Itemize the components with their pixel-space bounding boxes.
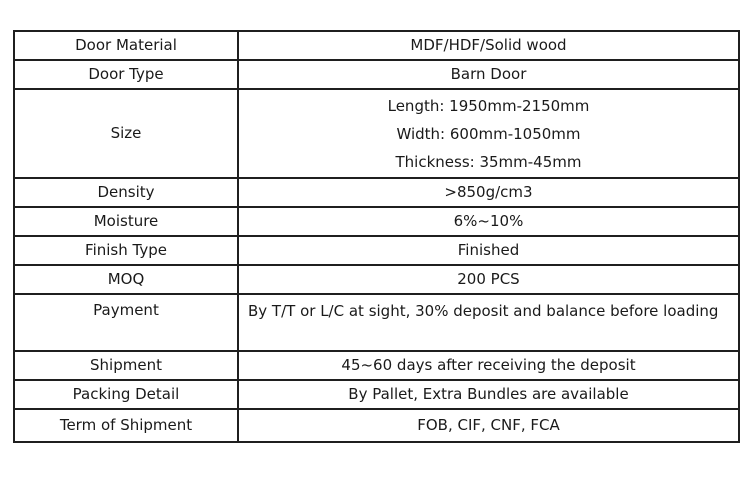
row-value-density: >850g/cm3 xyxy=(238,178,739,207)
row-value-size xyxy=(238,89,739,178)
row-label-packing-detail: Packing Detail xyxy=(14,380,238,409)
table-row-term-of-shipment xyxy=(14,409,739,442)
row-value-shipment: 45~60 days after receiving the deposit xyxy=(238,351,739,380)
product-spec-table xyxy=(13,30,740,443)
table-row-packing-detail xyxy=(14,380,739,409)
table-row-moq xyxy=(14,265,739,294)
table-row-moisture xyxy=(14,207,739,236)
table-row-payment xyxy=(14,294,739,351)
row-label-density: Density xyxy=(14,178,238,207)
size-thickness-line: Thickness: 35mm-45mm xyxy=(395,152,582,171)
row-value-moisture: 6%~10% xyxy=(238,207,739,236)
row-value-moq: 200 PCS xyxy=(238,265,739,294)
row-value-finish-type: Finished xyxy=(238,236,739,265)
row-value-payment: By T/T or L/C at sight, 30% deposit and balance before loading xyxy=(238,294,739,351)
row-value-door-material: MDF/HDF/Solid wood xyxy=(238,31,739,60)
size-length-line: Length: 1950mm-2150mm xyxy=(387,96,590,115)
table-row-density xyxy=(14,178,739,207)
row-value-door-type: Barn Door xyxy=(238,60,739,89)
table-row-door-material xyxy=(14,31,739,60)
row-value-term-of-shipment: FOB, CIF, CNF, FCA xyxy=(238,409,739,442)
row-label-payment: Payment xyxy=(14,294,238,351)
row-label-door-type: Door Type xyxy=(14,60,238,89)
row-value-packing-detail: By Pallet, Extra Bundles are available xyxy=(238,380,739,409)
row-label-moq: MOQ xyxy=(14,265,238,294)
table-row-shipment xyxy=(14,351,739,380)
table-row-size xyxy=(14,89,739,178)
table-row-finish-type xyxy=(14,236,739,265)
row-label-finish-type: Finish Type xyxy=(14,236,238,265)
row-label-shipment: Shipment xyxy=(14,351,238,380)
size-width-line: Width: 600mm-1050mm xyxy=(396,124,581,143)
row-label-term-of-shipment: Term of Shipment xyxy=(14,409,238,442)
row-label-size: Size xyxy=(14,89,238,178)
table-row-door-type xyxy=(14,60,739,89)
row-label-door-material: Door Material xyxy=(14,31,238,60)
row-label-moisture: Moisture xyxy=(14,207,238,236)
